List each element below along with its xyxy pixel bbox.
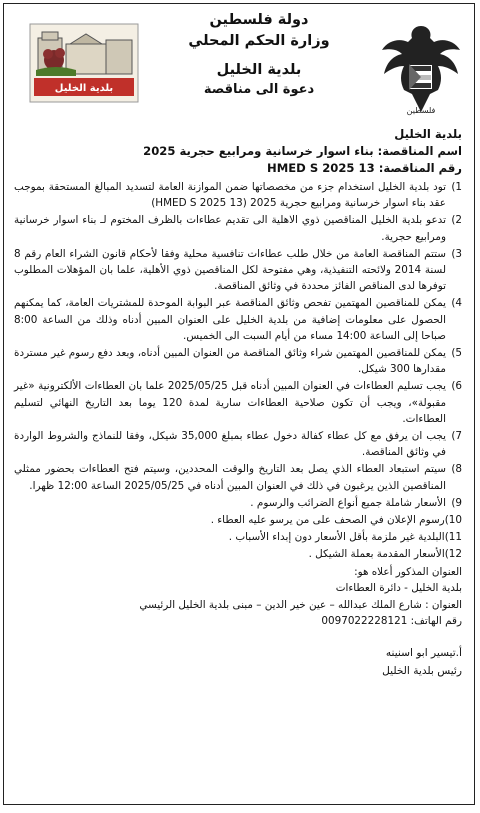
list-item: 4) يمكن للمناقصين المهتمين تفحص وثائق المناقصة عبر البوابة الموحدة للمشتريات العامة، كما يمكنهم الحصول على معلومات إضافية من بلدية الخليل على العنوان المبين أدناه وذلك من الساعة 8:00 صباحا إلى الساعة 14:00 مساء من أيام السبت الى الخميس. <box>14 297 462 342</box>
document-body <box>4 126 474 680</box>
list-item: 5) يمكن للمناقصين المهتمين شراء وثائق المناقصة من العنوان المبين أدناه، وبعد دفع رسوم غير مستردة مقدارها 300 شيكل. <box>14 347 462 376</box>
list-item: 9) الأسعار شاملة جميع أنواع الضرائب والرسوم . <box>250 496 462 509</box>
list-item: 12) الأسعار المقدمة بعملة الشيكل . <box>308 548 462 561</box>
list-item: 7) يجب ان يرفق مع كل عطاء كفالة دخول عطاء بمبلغ 35,000 شيكل، وفقا للنماذج والشروط الواردة في وثائق المناقصة. <box>14 430 462 459</box>
municipality-name: بلدية الخليل <box>216 62 302 78</box>
tender-name: اسم المناقصة: بناء اسوار خرسانية ومرابيع حجرية 2025 <box>143 144 462 158</box>
list-item: 11) البلدية غير ملزمة بأقل الأسعار دون إبداء الأسباب . <box>228 531 462 544</box>
phone-number: رقم الهاتف: 0097022228121 <box>321 615 462 628</box>
signatory-name: أ.تيسير ابو اسنينه <box>385 646 462 659</box>
list-item: 6) يجب تسليم العطاءات في العنوان المبين أدناه قبل 2025/05/25 علما بان العطاءات الألكترونية «غير مقبولة»، ويجب أن تكون صلاحية العطاءات سارية لمدة 120 يوما بعد التاريخ النهائي لتسليم العطاءات. <box>14 380 462 425</box>
list-item: 2) تدعو بلدية الخليل المناقصين ذوي الاهلية الى تقديم عطاءات بالظرف المختوم لـ بناء اسوار خرسانية ومرابيع حجرية. <box>14 214 462 243</box>
tender-intro <box>14 126 462 177</box>
list-item: 8) سيتم استبعاد العطاء الذي يصل بعد التاريخ والوقت المحددين، وسيتم فتح العطاءات بحضور ممثلي المناقصين الذين يرغبون في ذلك في العنوان المبين أدناه في 2025/05/25 الساعة 12:00 ظهرا. <box>14 463 462 492</box>
list-item: 1) تود بلدية الخليل استخدام جزء من مخصصاتها ضمن الموازنة العامة لتسديد المبالغ المستحقة بموجب عقد بناء اسوار خرسانية ومرابيع حجرية 2025 (13 HMED S 2025) <box>14 181 462 210</box>
emblem-caption: فلسطين <box>406 106 436 115</box>
ministry-name: وزارة الحكم المحلي <box>188 33 330 49</box>
signatory-title: رئيس بلدية الخليل <box>382 664 462 677</box>
header <box>4 4 474 126</box>
list-item: 10) رسوم الإعلان في الصحف على من يرسو عليه العطاء . <box>210 514 462 527</box>
tender-number: رقم المناقصة: 13 HMED S 2025 <box>267 161 462 175</box>
address-title: العنوان المذكور أعلاه هو: <box>354 565 462 578</box>
header-titles <box>144 10 374 98</box>
address-block <box>14 564 462 630</box>
hebron-municipality-logo-icon <box>26 20 142 106</box>
address-location: العنوان : شارع الملك عبدالله – عين خير الدين – مبنى بلدية الخليل الرئيسي <box>139 598 462 611</box>
palestine-eagle-emblem-icon <box>378 20 464 116</box>
terms-list <box>14 179 462 563</box>
page-subtitle: دعوة الى مناقصة <box>203 82 315 97</box>
list-item: 3) ستتم المناقصة العامة من خلال طلب عطاءات تنافسية محلية وفقا لأحكام قانون الشراء العام رقم 8 لسنة 2014 ولائحته التنفيذية، وهي مفتوحة لكل المناقصين ذوي الأهلية، علما بان المؤهلات المطلوب توفرها لدى المناقص الفائز محددة في وثائق المناقصة. <box>14 247 462 293</box>
signature-block <box>14 644 462 680</box>
tender-announcement <box>3 3 475 805</box>
country-name: دولة فلسطين <box>209 12 309 28</box>
logo-caption: بلدية الخليل <box>54 83 114 94</box>
intro-municipality: بلدية الخليل <box>394 127 462 141</box>
address-department: بلدية الخليل - دائرة العطاءات <box>335 582 462 595</box>
